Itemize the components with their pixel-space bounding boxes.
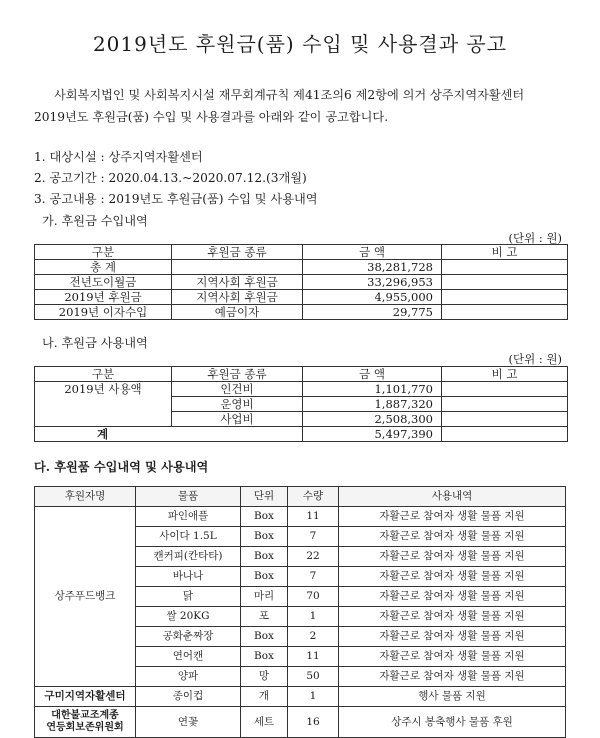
cell-usage: 자활근로 참여자 생활 물품 지원	[339, 587, 566, 607]
cell-usage: 자활근로 참여자 생활 물품 지원	[339, 607, 566, 627]
table-row	[35, 707, 566, 738]
income-unit-label: (단위 : 원)	[508, 231, 562, 245]
cell-amount: 1,101,770	[303, 382, 442, 397]
col-header: 단위	[241, 487, 288, 507]
cell-note	[442, 260, 568, 275]
usage-unit-label: (단위 : 원)	[508, 352, 562, 366]
table-row	[35, 305, 568, 320]
table-header-row	[35, 367, 568, 382]
document-title: 2019년도 후원금(품) 수입 및 사용결과 공고	[92, 32, 508, 56]
col-header: 후원금 종류	[172, 245, 303, 260]
cell-type: 예금이자	[172, 305, 303, 320]
table-row	[35, 290, 568, 305]
cell-usage: 자활근로 참여자 생활 물품 지원	[339, 647, 566, 667]
cell-type: 지역사회 후원금	[172, 290, 303, 305]
cell-category: 총 계	[35, 260, 172, 275]
table-row	[35, 382, 568, 397]
cell-note	[442, 412, 568, 427]
cell-amount: 1,887,320	[303, 397, 442, 412]
cell-category: 2019년 후원금	[35, 290, 172, 305]
cell-item: 쌀 20KG	[136, 607, 241, 627]
cell-unit: 개	[241, 687, 288, 707]
cell-unit: 세트	[241, 707, 288, 738]
cell-category: 2019년 사용액	[35, 382, 172, 427]
cell-qty: 1	[288, 687, 339, 707]
section-income-heading: 가. 후원금 수입내역	[42, 214, 148, 228]
cell-qty: 1	[288, 607, 339, 627]
cell-usage: 자활근로 참여자 생활 물품 지원	[339, 547, 566, 567]
cell-type: 운영비	[172, 397, 303, 412]
table-total-row	[35, 427, 568, 442]
cell-unit: Box	[241, 567, 288, 587]
cell-qty: 70	[288, 587, 339, 607]
cell-note	[442, 275, 568, 290]
table-header-row	[35, 245, 568, 260]
cell-qty: 11	[288, 647, 339, 667]
donor-name-line-1: 대한불교조계종	[51, 710, 119, 721]
usage-table	[34, 366, 568, 442]
cell-note	[442, 290, 568, 305]
cell-item: 연어캔	[136, 647, 241, 667]
cell-item: 연꽃	[136, 707, 241, 738]
cell-unit: 마리	[241, 587, 288, 607]
cell-qty: 11	[288, 507, 339, 527]
cell-unit: 망	[241, 667, 288, 687]
table-row	[35, 260, 568, 275]
cell-unit: Box	[241, 547, 288, 567]
cell-qty: 22	[288, 547, 339, 567]
cell-usage: 자활근로 참여자 생활 물품 지원	[339, 627, 566, 647]
cell-usage: 행사 물품 지원	[339, 687, 566, 707]
cell-donor: 상주푸드뱅크	[35, 507, 136, 687]
cell-item: 공화춘짜장	[136, 627, 241, 647]
item-content: 3. 공고내용 : 2019년도 후원금(품) 수입 및 사용내역	[34, 192, 318, 206]
cell-item: 파인애플	[136, 507, 241, 527]
cell-usage: 자활근로 참여자 생활 물품 지원	[339, 507, 566, 527]
goods-table	[34, 486, 566, 738]
cell-note	[442, 382, 568, 397]
cell-qty: 7	[288, 567, 339, 587]
cell-qty: 16	[288, 707, 339, 738]
cell-item: 닭	[136, 587, 241, 607]
cell-unit: Box	[241, 647, 288, 667]
cell-item: 종이컵	[136, 687, 241, 707]
cell-type	[172, 260, 303, 275]
cell-qty: 2	[288, 627, 339, 647]
col-header: 사용내역	[339, 487, 566, 507]
col-header: 구분	[35, 245, 172, 260]
donor-name-line-2: 연등회보존위원회	[46, 722, 124, 733]
cell-item: 캔커피(칸타타)	[136, 547, 241, 567]
cell-usage: 자활근로 참여자 생활 물품 지원	[339, 567, 566, 587]
intro-line-2: 2019년도 후원금(품) 수입 및 사용결과를 아래와 같이 공고합니다.	[34, 110, 389, 124]
cell-note	[442, 305, 568, 320]
cell-amount: 38,281,728	[303, 260, 442, 275]
cell-amount: 2,508,300	[303, 412, 442, 427]
cell-amount: 33,296,953	[303, 275, 442, 290]
table-row	[35, 275, 568, 290]
cell-type: 사업비	[172, 412, 303, 427]
cell-item: 사이다 1.5L	[136, 527, 241, 547]
cell-qty: 50	[288, 667, 339, 687]
cell-item: 바나나	[136, 567, 241, 587]
cell-donor	[35, 707, 136, 738]
table-row	[35, 507, 566, 527]
cell-donor: 구미지역자활센터	[35, 687, 136, 707]
cell-usage: 상주시 봉축행사 물품 후원	[339, 707, 566, 738]
col-header: 비 고	[442, 245, 568, 260]
item-target-facility: 1. 대상시설 : 상주지역자활센터	[34, 150, 203, 164]
intro-line-1: 사회복지법인 및 사회복지시설 재무회계규칙 제41조의6 제2항에 의거 상주지역자활센터	[54, 88, 525, 102]
cell-amount: 29,775	[303, 305, 442, 320]
table-row	[35, 687, 566, 707]
section-usage-heading: 나. 후원금 사용내역	[42, 336, 148, 350]
cell-usage: 자활근로 참여자 생활 물품 지원	[339, 667, 566, 687]
cell-type: 지역사회 후원금	[172, 275, 303, 290]
col-header: 물품	[136, 487, 241, 507]
income-table	[34, 244, 568, 320]
cell-type: 인건비	[172, 382, 303, 397]
cell-unit: 포	[241, 607, 288, 627]
col-header: 후원금 종류	[172, 367, 303, 382]
cell-category: 전년도이월금	[35, 275, 172, 290]
col-header: 후원자명	[35, 487, 136, 507]
cell-category: 2019년 이자수입	[35, 305, 172, 320]
col-header: 금 액	[303, 245, 442, 260]
cell-note	[442, 397, 568, 412]
intro-paragraph	[34, 84, 580, 128]
cell-note	[442, 427, 568, 442]
col-header: 구분	[35, 367, 172, 382]
table-header-row	[35, 487, 566, 507]
cell-amount: 4,955,000	[303, 290, 442, 305]
cell-unit: Box	[241, 627, 288, 647]
col-header: 비 고	[442, 367, 568, 382]
cell-unit: Box	[241, 527, 288, 547]
col-header: 금 액	[303, 367, 442, 382]
cell-item: 양파	[136, 667, 241, 687]
cell-usage: 자활근로 참여자 생활 물품 지원	[339, 527, 566, 547]
cell-total-amount: 5,497,390	[303, 427, 442, 442]
col-header: 수량	[288, 487, 339, 507]
section-goods-heading: 다. 후원품 수입내역 및 사용내역	[34, 460, 209, 474]
item-period: 2. 공고기간 : 2020.04.13.~2020.07.12.(3개월)	[34, 171, 307, 185]
cell-total-label: 계	[35, 427, 303, 442]
cell-unit: Box	[241, 507, 288, 527]
cell-qty: 7	[288, 527, 339, 547]
